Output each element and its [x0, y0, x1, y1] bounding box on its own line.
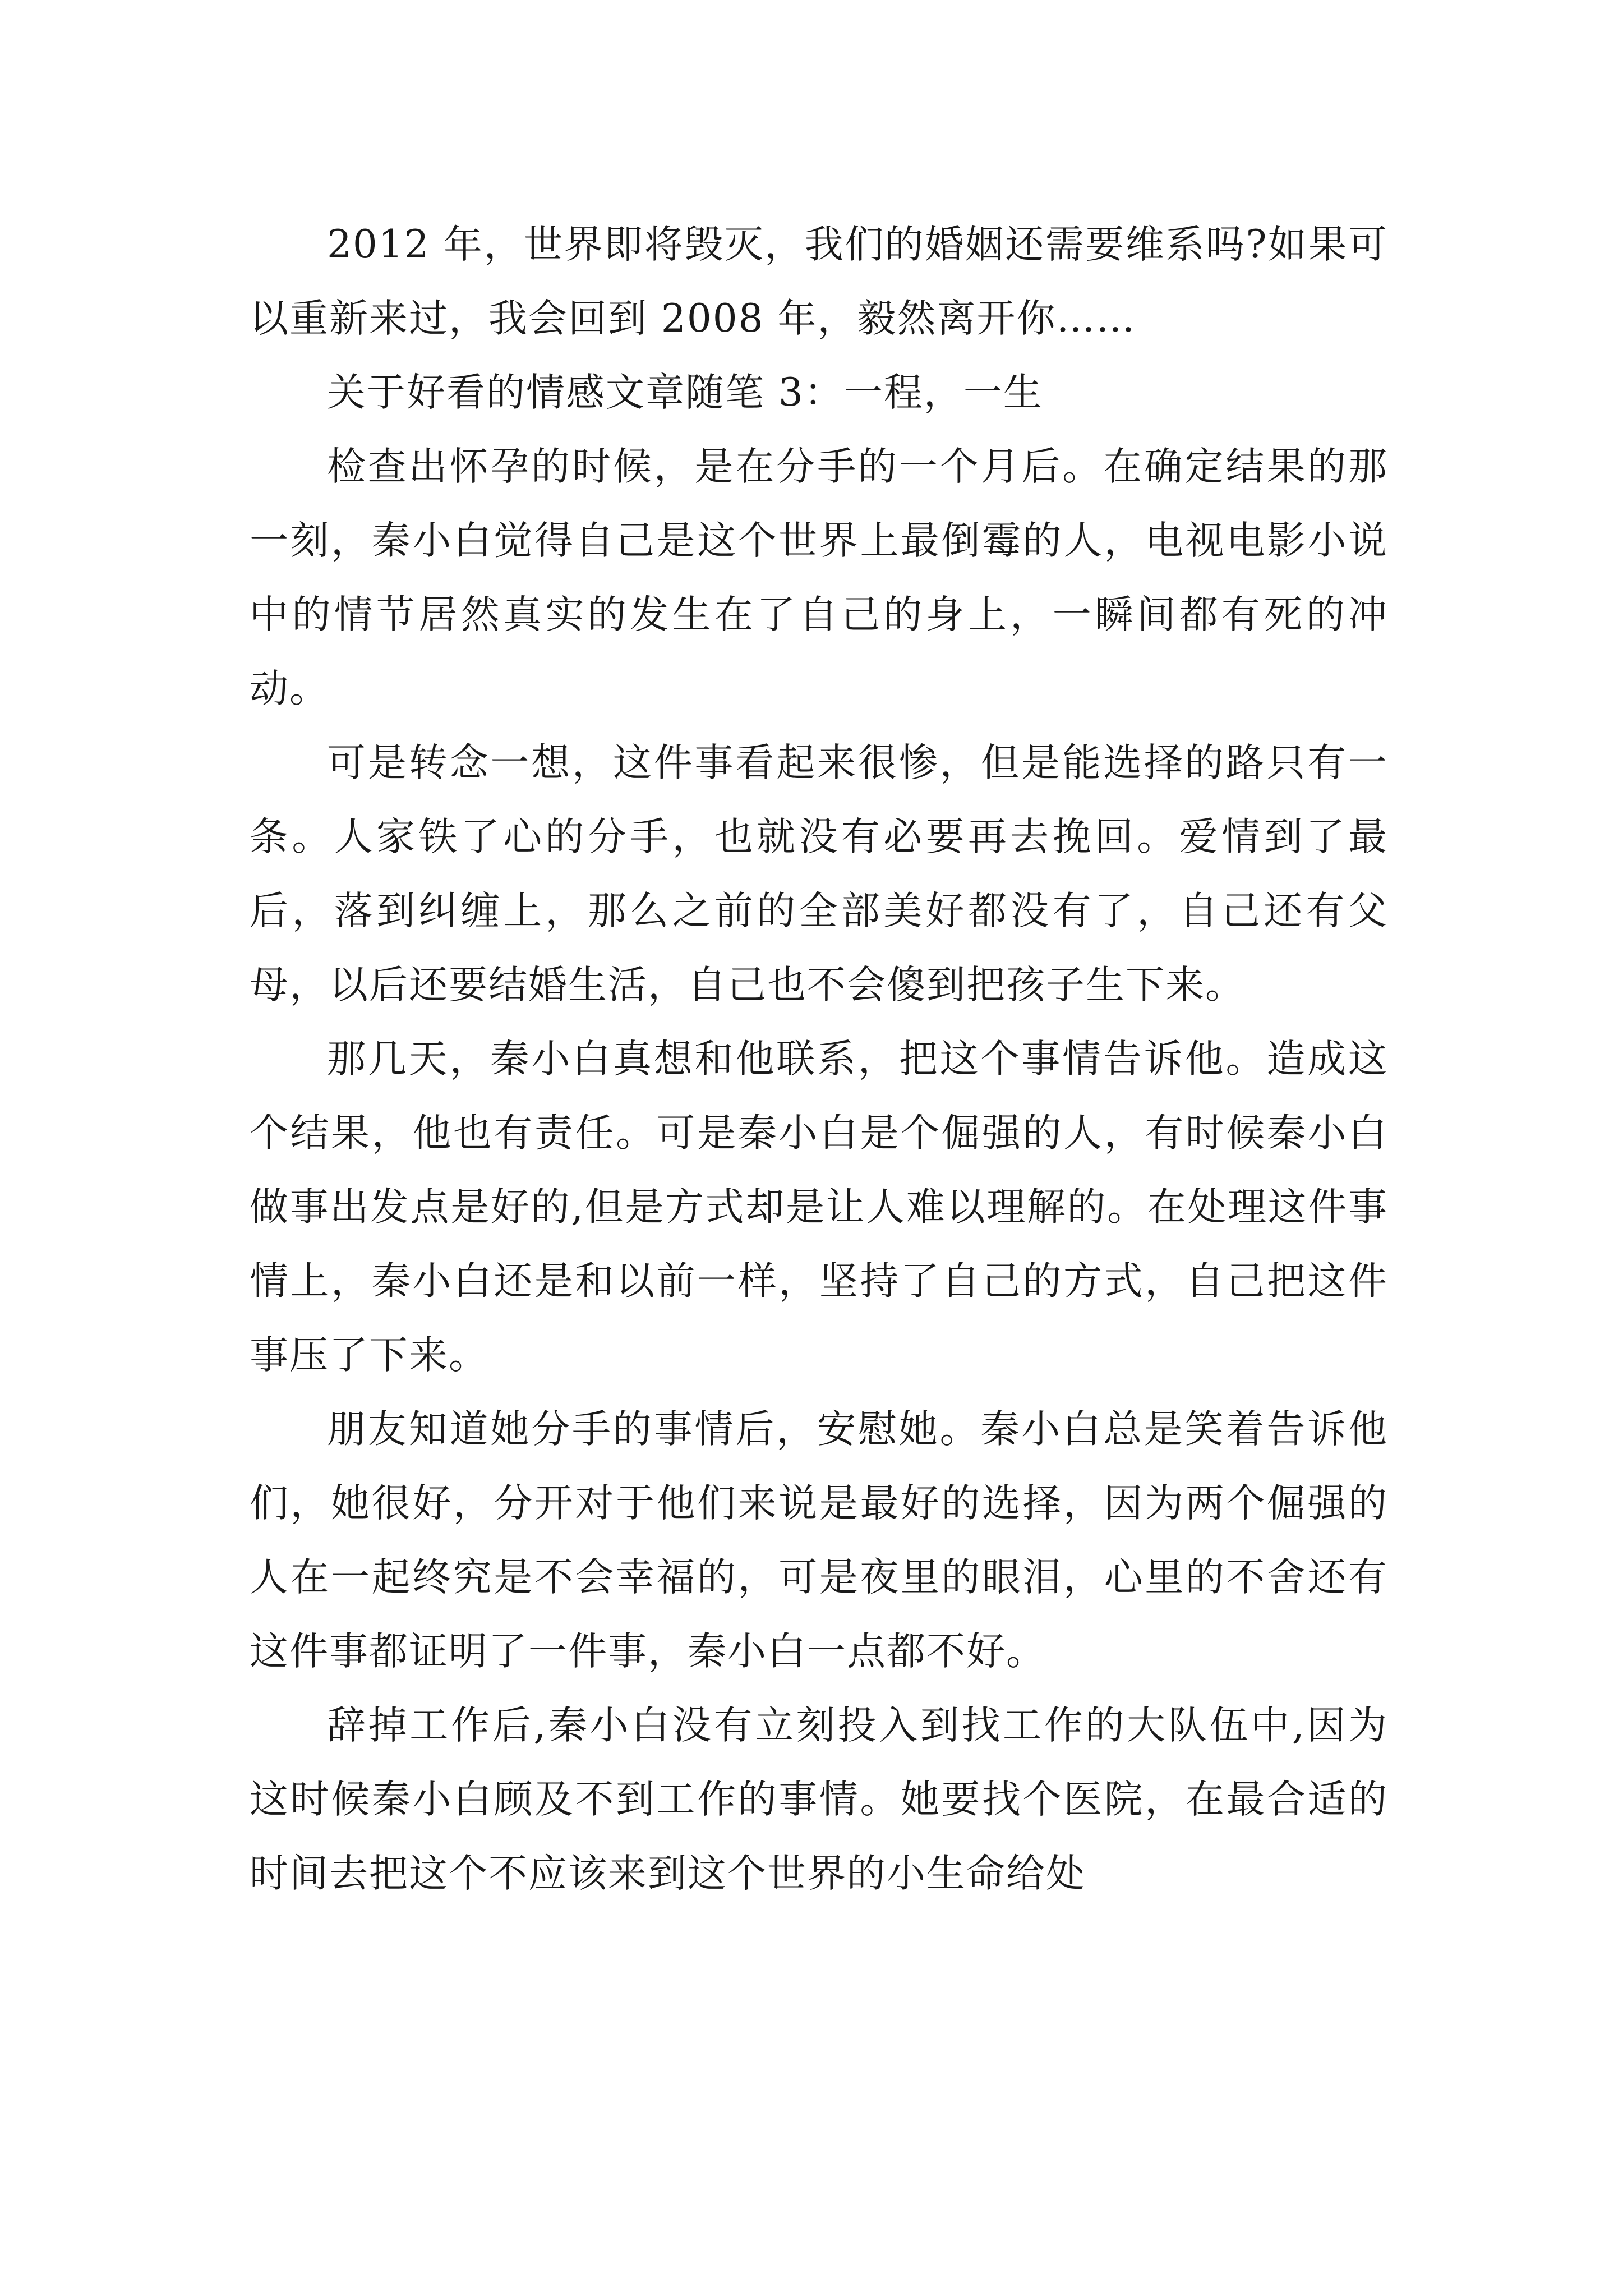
paragraph: 辞掉工作后,秦小白没有立刻投入到找工作的大队伍中,因为这时候秦小白顾及不到工作的事情。她要找个医院，在最合适的时间去把这个不应该来到这个世界的小生命给处	[250, 1703, 1388, 1896]
section-heading: 关于好看的情感文章随笔 3：一程，一生	[327, 370, 1043, 415]
paragraph: 可是转念一想，这件事看起来很惨，但是能选择的路只有一条。人家铁了心的分手，也就没有必要再去挽回。爱情到了最后，落到纠缠上，那么之前的全部美好都没有了，自己还有父母，以后还要结婚生活，自己也不会傻到把孩子生下来。	[250, 740, 1388, 1007]
article-body	[250, 208, 1388, 1911]
paragraph: 检查出怀孕的时候，是在分手的一个月后。在确定结果的那一刻，秦小白觉得自己是这个世界上最倒霉的人，电视电影小说中的情节居然真实的发生在了自己的身上，一瞬间都有死的冲动。	[250, 444, 1388, 711]
paragraph: 朋友知道她分手的事情后，安慰她。秦小白总是笑着告诉他们，她很好，分开对于他们来说是最好的选择，因为两个倔强的人在一起终究是不会幸福的，可是夜里的眼泪，心里的不舍还有这件事都证明了一件事，秦小白一点都不好。	[250, 1407, 1388, 1674]
paragraph-intro: 2012 年，世界即将毁灭，我们的婚姻还需要维系吗?如果可以重新来过，我会回到 2008 年，毅然离开你……	[250, 222, 1388, 341]
paragraph: 那几天，秦小白真想和他联系，把这个事情告诉他。造成这个结果，他也有责任。可是秦小白是个倔强的人，有时候秦小白做事出发点是好的,但是方式却是让人难以理解的。在处理这件事情上，秦小白还是和以前一样，坚持了自己的方式，自己把这件事压了下来。	[250, 1037, 1388, 1378]
